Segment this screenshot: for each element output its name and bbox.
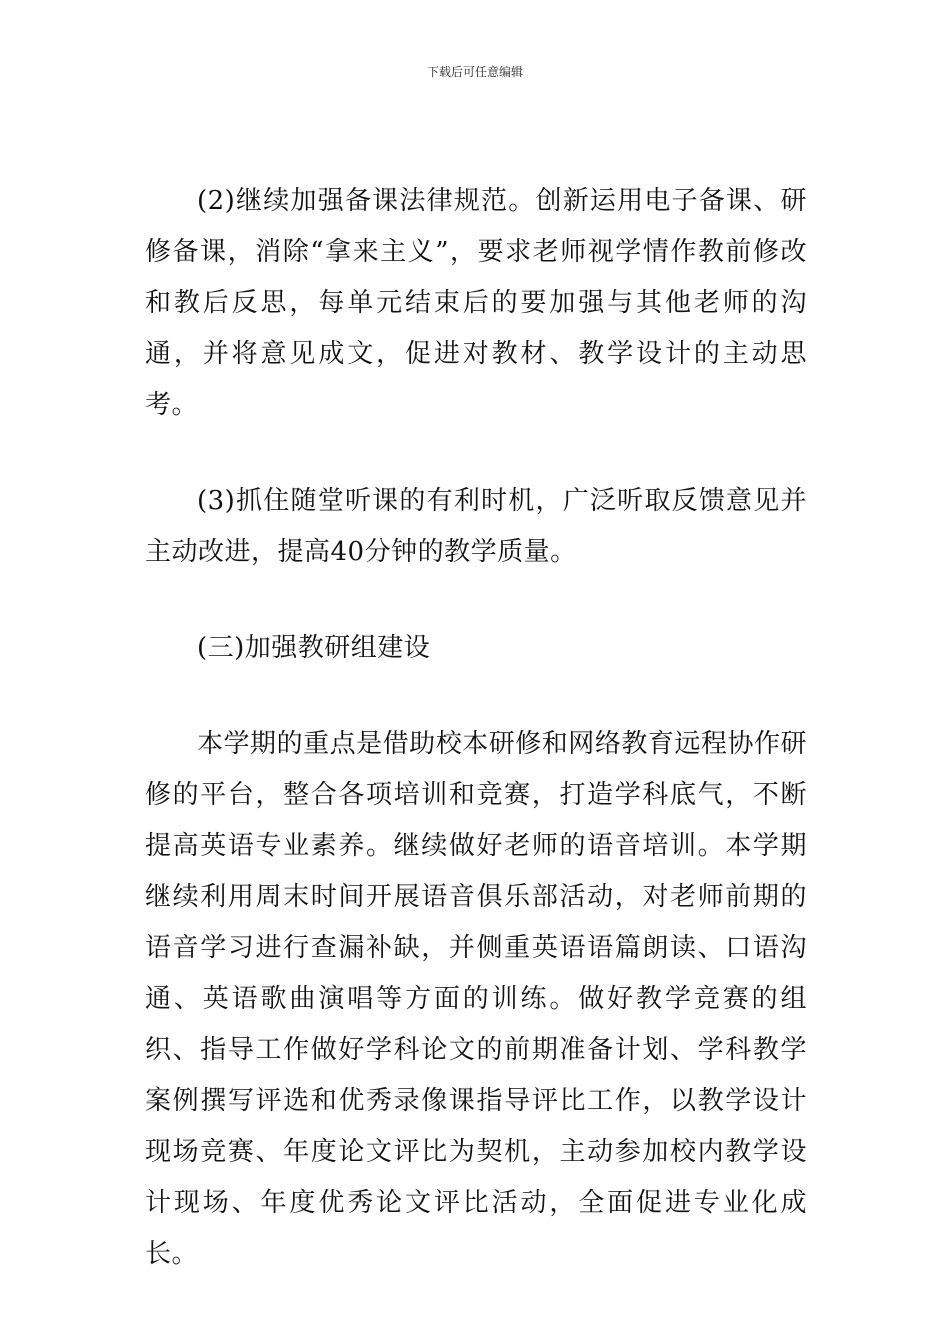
paragraph-lesson-prep: (2)继续加强备课法律规范。创新运用电子备课、研修备课，消除“拿来主义”，要求老师视学情作教前修改和教后反思，每单元结束后的要加强与其他老师的沟通，并将意见成文，促进对教材、教学设计的主动思考。 — [145, 186, 807, 420]
paragraph-class-observation: (3)抓住随堂听课的有利时机，广泛听取反馈意见并主动改进，提高40分钟的教学质量。 — [145, 486, 807, 567]
page-header-note: 下载后可任意编辑 — [426, 65, 523, 79]
paragraph-teaching-group: 本学期的重点是借助校本研修和网络教育远程协作研修的平台，整合各项培训和竞赛，打造学科底气，不断提高英语专业素养。继续做好老师的语音培训。本学期继续利用周末时间开展语音俱乐部活动，对老师前期的语音学习进行查漏补缺，并侧重英语语篇朗读、口语沟通、英语歌曲演唱等方面的训练。做好教学竞赛的组织、指导工作做好学科论文的前期准备计划、学科教学案例撰写评选和优秀录像课指导评比工作，以教学设计现场竞赛、年度论文评比为契机，主动参加校内教学设计现场、年度优秀论文评比活动，全面促进专业化成长。 — [145, 729, 807, 1269]
document-body — [145, 176, 807, 1280]
section-heading: (三)加强教研组建设 — [197, 633, 431, 663]
